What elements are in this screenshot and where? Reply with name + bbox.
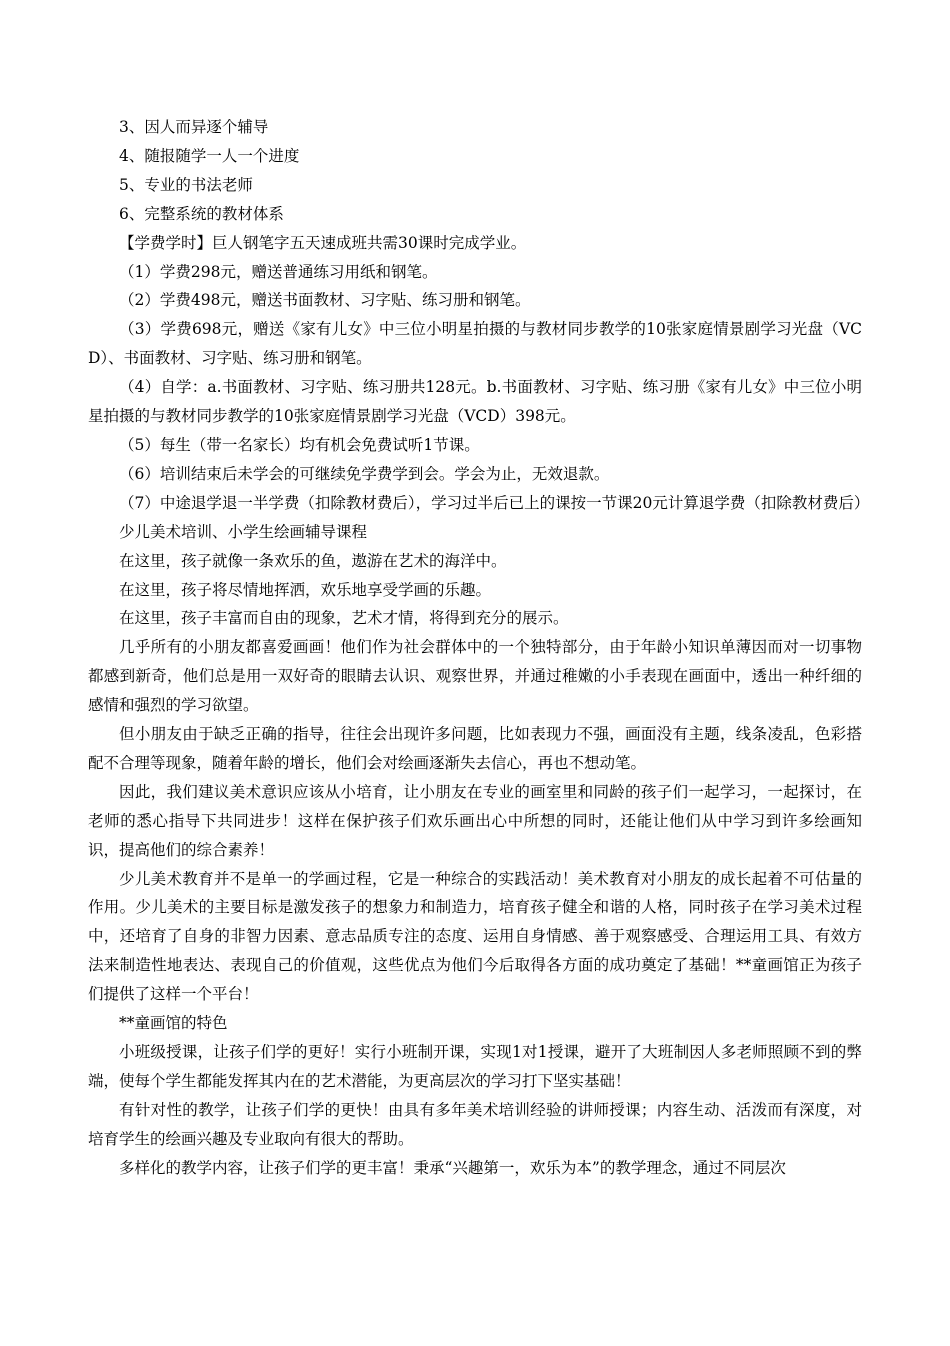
features-heading: **童画馆的特色: [119, 1014, 228, 1033]
document-page: [88, 113, 870, 1183]
body-paragraph: 因此，我们建议美术意识应该从小培育，让小朋友在专业的画室里和同龄的孩子们一起学习，一起探讨，在老师的悉心指导下共同进步！这样在保护孩子们欢乐画出心中所想的同时，还能让他们从中学习到许多绘画知识，提高他们的综合素养！: [88, 782, 862, 859]
body-paragraph: 在这里，孩子丰富而自由的现象，艺术才情，将得到充分的展示。: [119, 609, 569, 628]
body-paragraph: 在这里，孩子就像一条欢乐的鱼，遨游在艺术的海洋中。: [119, 551, 507, 570]
tuition-item-7: （7）中途退学退一半学费（扣除教材费后），学习过半后已上的课按一节课20元计算退学费（扣除教材费后）: [119, 493, 870, 512]
feature-paragraph: 有针对性的教学，让孩子们学的更快！由具有多年美术培训经验的讲师授课；内容生动、活泼而有深度，对培育学生的绘画兴趣及专业取向有很大的帮助。: [88, 1100, 862, 1148]
tuition-item-3: （3）学费698元，赠送《家有儿女》中三位小明星拍摄的与教材同步教学的10张家庭情景剧学习光盘（VCD）、书面教材、习字贴、练习册和钢笔。: [88, 320, 862, 368]
body-paragraph: 少儿美术教育并不是单一的学画过程，它是一种综合的实践活动！美术教育对小朋友的成长起着不可估量的作用。少儿美术的主要目标是激发孩子的想象力和制造力，培育孩子健全和谐的人格，同时孩子在学习美术过程中，还培育了自身的非智力因素、意志品质专注的态度、运用自身情感、善于观察感受、合理运用工具、有效方法来制造性地表达、表现自己的价值观，这些优点为他们今后取得各方面的成功奠定了基础！**童画馆正为孩子们提供了这样一个平台！: [88, 869, 862, 1004]
list-item-5: 5、专业的书法老师: [119, 175, 253, 194]
feature-paragraph: 多样化的教学内容，让孩子们学的更丰富！秉承“兴趣第一，欢乐为本”的教学理念，通过不同层次: [119, 1158, 786, 1177]
tuition-item-4: （4）自学：a.书面教材、习字贴、练习册共128元。b.书面教材、习字贴、练习册《家有儿女》中三位小明星拍摄的与教材同步教学的10张家庭情景剧学习光盘（VCD）398元。: [88, 378, 862, 426]
tuition-heading: 【学费学时】巨人钢笔字五天速成班共需30课时完成学业。: [119, 233, 527, 252]
body-paragraph: 几乎所有的小朋友都喜爱画画！他们作为社会群体中的一个独特部分，由于年龄小知识单薄因而对一切事物都感到新奇，他们总是用一双好奇的眼睛去认识、观察世界，并通过稚嫩的小手表现在画面中，透出一种纤细的感情和强烈的学习欲望。: [88, 638, 862, 715]
art-course-title: 少儿美术培训、小学生绘画辅导课程: [119, 522, 368, 541]
tuition-item-1: （1）学费298元，赠送普通练习用纸和钢笔。: [119, 262, 438, 281]
list-item-4: 4、随报随学一人一个进度: [119, 146, 300, 165]
list-item-6: 6、完整系统的教材体系: [119, 204, 284, 223]
feature-paragraph: 小班级授课，让孩子们学的更好！实行小班制开课，实现1对1授课，避开了大班制因人多老师照顾不到的弊端，使每个学生都能发挥其内在的艺术潜能，为更高层次的学习打下坚实基础！: [88, 1043, 862, 1090]
tuition-item-6: （6）培训结束后未学会的可继续免学费学到会。学会为止，无效退款。: [119, 464, 610, 483]
body-paragraph: 但小朋友由于缺乏正确的指导，往往会出现许多问题，比如表现力不强，画面没有主题，线条凌乱，色彩搭配不合理等现象，随着年龄的增长，他们会对绘画逐渐失去信心，再也不想动笔。: [88, 725, 862, 772]
list-item-3: 3、因人而异逐个辅导: [119, 118, 269, 136]
tuition-item-2: （2）学费498元，赠送书面教材、习字贴、练习册和钢笔。: [119, 291, 531, 310]
body-paragraph: 在这里，孩子将尽情地挥洒，欢乐地享受学画的乐趣。: [119, 580, 492, 599]
tuition-item-5: （5）每生（带一名家长）均有机会免费试听1节课。: [119, 435, 480, 454]
